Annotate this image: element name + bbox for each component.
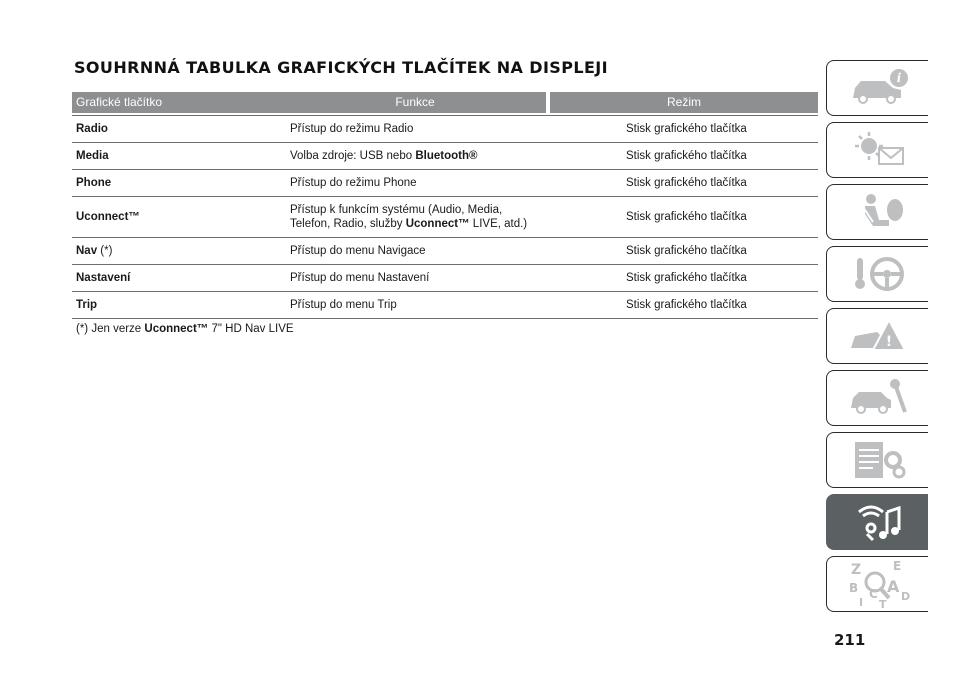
svg-text:Z: Z: [850, 562, 861, 578]
mode-text: Stisk grafického tlačítka: [626, 299, 747, 311]
table-row: [72, 197, 818, 238]
table-row: [72, 238, 818, 265]
tab-car-maintenance[interactable]: [826, 370, 928, 426]
mode-text: Stisk grafického tlačítka: [626, 177, 747, 189]
svg-text:C: C: [868, 587, 878, 601]
tab-index[interactable]: [826, 556, 928, 612]
table-row: [72, 292, 818, 319]
tab-car-info[interactable]: [826, 60, 928, 116]
car-maintenance-icon: [843, 376, 913, 420]
tab-steering-key[interactable]: [826, 246, 928, 302]
button-name: Nav (*): [76, 245, 113, 257]
button-name: Radio: [76, 123, 108, 135]
header-function: Funkce: [284, 92, 546, 113]
table-row: [72, 143, 818, 170]
table-body: [72, 115, 818, 319]
multimedia-icon: [843, 500, 913, 544]
table-row: [72, 265, 818, 292]
function-text: Volba zdroje: USB nebo Bluetooth®: [290, 150, 478, 162]
technical-data-icon: [843, 438, 913, 482]
svg-text:T: T: [878, 598, 887, 610]
tab-technical-data[interactable]: [826, 432, 928, 488]
function-text: Přístup do režimu Phone: [290, 177, 417, 189]
mode-text: Stisk grafického tlačítka: [626, 245, 747, 257]
tab-emergency[interactable]: [826, 308, 928, 364]
svg-text:I: I: [858, 596, 863, 609]
button-name: Media: [76, 150, 109, 162]
header-button: Grafické tlačítko: [72, 92, 284, 113]
function-text: Přístup do menu Trip: [290, 299, 397, 311]
svg-text:B: B: [848, 581, 858, 595]
table-row: [72, 115, 818, 143]
tab-multimedia[interactable]: [826, 494, 928, 550]
mode-text: Stisk grafického tlačítka: [626, 150, 747, 162]
mode-text: Stisk grafického tlačítka: [626, 211, 747, 223]
tab-seat-airbag[interactable]: [826, 184, 928, 240]
seat-airbag-icon: [843, 190, 913, 234]
function-text: Přístup do menu Nastavení: [290, 272, 430, 284]
svg-text:E: E: [892, 559, 901, 573]
button-name: Trip: [76, 299, 98, 311]
svg-text:i: i: [896, 71, 901, 85]
header-mode: Režim: [550, 92, 818, 113]
warning-lights-icon: [843, 128, 913, 172]
emergency-triangle-icon: [843, 314, 913, 358]
car-info-icon: [843, 66, 913, 110]
function-text: Přístup do režimu Radio: [290, 123, 414, 135]
table-header: [72, 92, 818, 113]
button-name: Nastavení: [76, 272, 131, 284]
svg-text:!: !: [885, 334, 892, 350]
tab-warning-lights[interactable]: [826, 122, 928, 178]
function-text: Přístup do menu Navigace: [290, 245, 426, 257]
steering-key-icon: [843, 252, 913, 296]
mode-text: Stisk grafického tlačítka: [626, 272, 747, 284]
button-name: Uconnect™: [76, 211, 140, 223]
svg-text:A: A: [886, 577, 899, 596]
page-number: 211: [834, 631, 866, 649]
mode-text: Stisk grafického tlačítka: [626, 123, 747, 135]
svg-text:D: D: [900, 590, 910, 603]
function-text: Přístup k funkcím systému (Audio, Media, Telefon, Radio, služby Uconnect™ LIVE, atd.): [290, 204, 528, 230]
table-row: [72, 170, 818, 197]
footnote: (*) Jen verze Uconnect™ 7" HD Nav LIVE: [76, 323, 294, 335]
index-alphabet-icon: [843, 558, 913, 610]
page-title: SOUHRNNÁ TABULKA GRAFICKÝCH TLAČÍTEK NA DISPLEJI: [74, 58, 608, 77]
button-name: Phone: [76, 177, 112, 189]
